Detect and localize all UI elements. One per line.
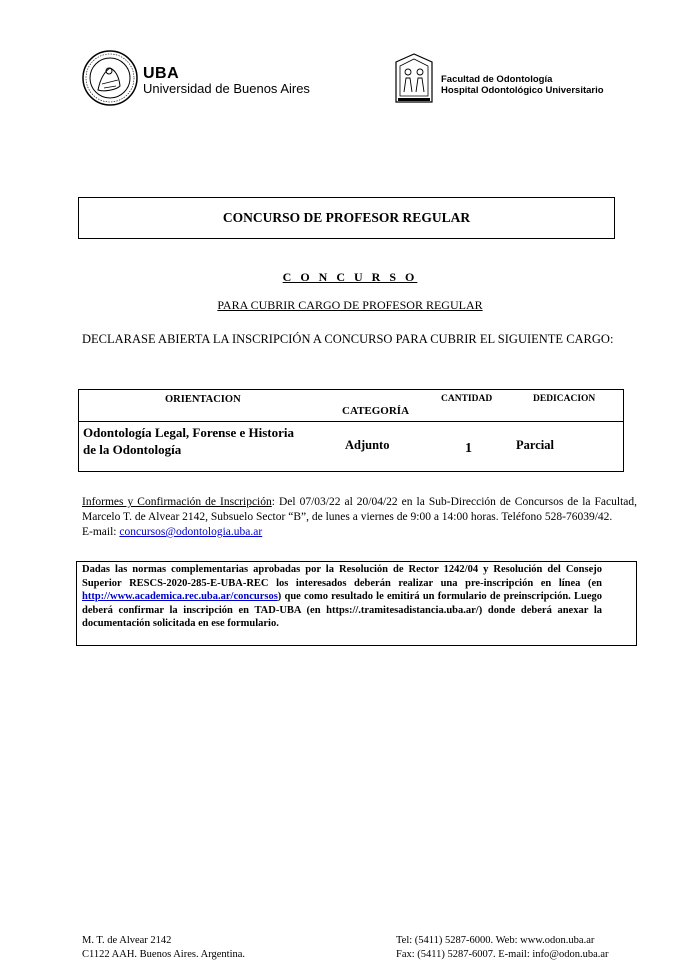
title-box: CONCURSO DE PROFESOR REGULAR xyxy=(78,197,615,239)
cell-orientacion-line1: Odontología Legal, Forense e Historia xyxy=(83,425,294,440)
footer-address-line2: C1122 AAH. Buenos Aires. Argentina. xyxy=(82,949,246,960)
concurso-heading: C O N C U R S O xyxy=(282,270,418,284)
email-label: E-mail: xyxy=(82,526,120,538)
uba-name: UBA xyxy=(143,65,180,82)
notice-text xyxy=(82,563,602,631)
table-divider xyxy=(78,421,624,422)
notice-part1: Dadas las normas complementarias aprobadas por la Resolución de Rector 1242/04 y Resolución del Consejo Superior RESCS-2020-285-E-UBA-REC los interesados deberán realizar una pre-inscripción en línea (en xyxy=(82,564,602,589)
header-categoria: CATEGORÍA xyxy=(342,405,410,417)
footer-contact xyxy=(396,934,609,962)
cell-dedicacion: Parcial xyxy=(516,438,554,452)
cell-categoria: Adjunto xyxy=(345,438,390,452)
notice-part2: ) que como resultado le emitirá un formulario de preinscripción. Luego deberá confirmar la inscripción en TAD-UBA (en https://.tramitesadistancia.uba.ar/) donde deberá anexar la documentación solicitada en ese formulario. xyxy=(82,591,602,630)
cell-cantidad: 1 xyxy=(465,441,472,456)
footer-contact-line1: Tel: (5411) 5287-6000. Web: www.odon.uba.ar xyxy=(396,935,595,946)
faculty-seal-logo xyxy=(392,52,436,106)
cell-orientacion-line2: de la Odontología xyxy=(83,442,182,457)
informes-text: : Del 07/03/22 al 20/04/22 en la Sub-Dirección de Concursos de la Facultad, Marcelo T. de Alvear 2142, Subsuelo Sector “B”, de lunes a viernes de 9:00 a 14:00 horas. Teléfono 528-76039/42. xyxy=(82,496,637,523)
subtitle: PARA CUBRIR CARGO DE PROFESOR REGULAR xyxy=(217,298,483,312)
cell-orientacion xyxy=(83,424,333,458)
informes-paragraph xyxy=(82,495,637,540)
email-link[interactable]: concursos@odontologia.uba.ar xyxy=(119,526,263,538)
footer-address-line1: M. T. de Alvear 2142 xyxy=(82,935,172,946)
footer-contact-line2: Fax: (5411) 5287-6007. E-mail: info@odon.uba.ar xyxy=(396,949,609,960)
header-cantidad: CANTIDAD xyxy=(441,394,493,404)
informes-label: Informes y Confirmación de Inscripción xyxy=(82,496,272,508)
uba-seal-logo xyxy=(82,50,138,106)
header-orientacion: ORIENTACION xyxy=(165,394,241,405)
declaration: DECLARASE ABIERTA LA INSCRIPCIÓN A CONCURSO PARA CUBRIR EL SIGUIENTE CARGO: xyxy=(82,332,614,346)
header-dedicacion: DEDICACION xyxy=(533,394,596,404)
faculty-name: Facultad de Odontología xyxy=(441,74,553,85)
hospital-name: Hospital Odontológico Universitario xyxy=(441,85,604,96)
footer-address xyxy=(82,934,245,962)
uba-subtitle: Universidad de Buenos Aires xyxy=(143,81,310,96)
preinscription-link[interactable]: http://www.academica.rec.uba.ar/concursos xyxy=(82,591,278,603)
